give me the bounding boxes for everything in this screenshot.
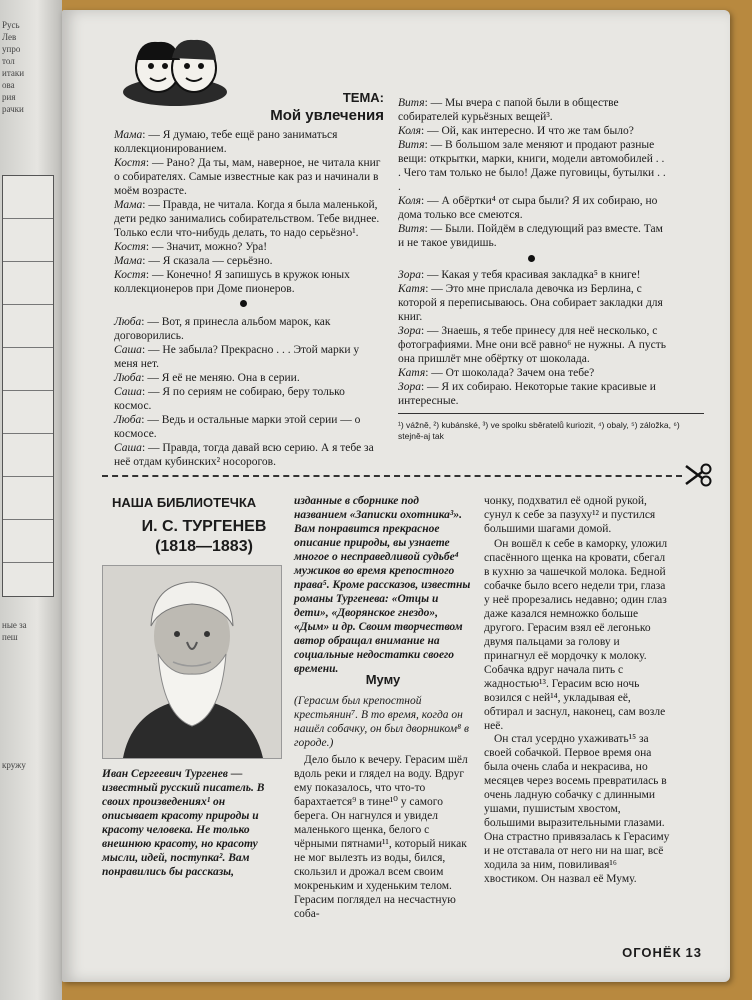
speaker: Зора bbox=[398, 381, 421, 393]
dialogue-line: Саша: — Я по сериям не собираю, беру только космос. bbox=[114, 386, 345, 412]
speaker: Костя bbox=[114, 269, 146, 281]
speaker: Мама bbox=[114, 199, 143, 211]
story-paragraph: Он стал усердно ухаживать¹⁵ за своей собачкой. Первое время она была очень слаба и некрасива, но месяцев через восемь превратилась в очень ладную собачку с длинными ушами, пушистым хвостом, большими выразительными глазами. Она страстно привязалась к Герасиму и не отставала от него ни на шаг, всё ходила за ним, повиливая¹⁶ хвостиком. Он назвал её Муму. bbox=[484, 733, 670, 885]
section-bullet bbox=[528, 255, 535, 262]
speaker: Костя bbox=[114, 241, 146, 253]
page-number: 13 bbox=[685, 945, 702, 960]
author-name: И. С. ТУРГЕНЕВ bbox=[141, 518, 267, 535]
section-heading: НАША БИБЛИОТЕЧКА bbox=[112, 495, 257, 510]
fragment-text: Лев bbox=[2, 32, 17, 42]
story-intro: (Герасим был крепостной крестьянин⁷. В то время, когда он нашёл собачку, он был дворником⁸ в городе.) bbox=[294, 695, 469, 749]
speaker: Костя bbox=[114, 157, 146, 169]
fragment-text: рия bbox=[2, 92, 16, 102]
story-text: Дело было к вечеру. Герасим шёл вдоль реки и глядел на воду. Вдруг ему показалось, что что-то барахтается⁹ в тине¹⁰ у самого берега. Он нагнулся и увидел маленького щенка, белого с чёрными пятнами¹¹, который никак не мог вылезть из воды, бился, скользил и дрожал всем своим мокреньким и худеньким телом. Герасим поглядел на несчастную соба- bbox=[294, 754, 468, 920]
speaker: Катя bbox=[398, 283, 426, 295]
story-title: Муму bbox=[365, 672, 401, 687]
author-intro: Иван Сергеевич Тургенев — известный русский писатель. В своих произведениях¹ он описывает красоту природы и красоту человека. Не только внешнюю красоту, но красоту мысли, идей, поступка². Вам понравились бы рассказы, bbox=[102, 768, 265, 878]
dialogue-zora-katya bbox=[398, 268, 668, 408]
author-years: (1818—1883) bbox=[155, 538, 253, 555]
dialogue-line: Люба: — Вот, я принесла альбом марок, как договорились. bbox=[114, 316, 331, 342]
speaker: Мама bbox=[114, 255, 143, 267]
speaker: Витя bbox=[398, 139, 425, 151]
speaker: Саша bbox=[114, 386, 142, 398]
dialogue-mama-kostya bbox=[114, 128, 384, 296]
speaker: Люба bbox=[114, 316, 142, 328]
dialogue-line: Витя: — Мы вчера с папой были в обществе собирателей курьёзных вещей³. bbox=[398, 97, 619, 123]
speaker: Саша bbox=[114, 442, 142, 454]
footnotes: ¹) vážně, ²) kubánské, ³) ve spolku sběratelů kuriozit, ⁴) obaly, ⁵) záložka, ⁶) stejně-aj tak bbox=[398, 420, 680, 441]
dialogue-line: Коля: — Ой, как интересно. И что же там было? bbox=[398, 125, 634, 137]
fragment-text: Русь bbox=[2, 20, 20, 30]
comic-strip bbox=[2, 175, 54, 597]
fragment-text: тол bbox=[2, 56, 15, 66]
dialogue-line: Катя: — От шоколада? Зачем она тебе? bbox=[398, 367, 595, 379]
dialogue-line: Костя: — Значит, можно? Ура! bbox=[114, 241, 268, 253]
topic-title: Мой увлечения bbox=[270, 107, 384, 124]
dialogue-line: Зора: — Я их собираю. Некоторые такие красивые и интересные. bbox=[398, 381, 656, 407]
story-paragraph: Он вошёл к себе в каморку, уложил спасённого щенка на кровати, сбегал в кухню за чашечкой молока. Бедной собачке было всего недели три, глаза у неё прорезались недавно; один глаз даже казался немножко больше другого. Герасим взял её легонько двумя пальцами за голову и принагнул её мордочку к молоку. Собачка вдруг начала пить с жадностью¹³. Герасим всю ночь возился с ней¹⁴, укладывая её, обтирал и заснул, наконец, сам возле неё. bbox=[484, 538, 668, 732]
dialogue-lyuba-sasha bbox=[114, 315, 384, 469]
dialogue-line: Саша: — Не забыла? Прекрасно . . . Этой марки у меня нет. bbox=[114, 344, 360, 370]
dialogue-line: Зора: — Знаешь, я тебе принесу для неё несколько, с фотографиями. Мне они всё равно⁶ не нужны. А пусть она пришлёт мне обёртку от шоколада. bbox=[398, 325, 667, 365]
fragment-text: ова bbox=[2, 80, 15, 90]
dialogue-line: Коля: — А обёртки⁴ от сыра были? Я их собираю, но дома только все смеются. bbox=[398, 195, 658, 221]
dialogue-line: Зора: — Какая у тебя красивая закладка⁵ в книге! bbox=[398, 269, 641, 281]
speaker: Коля bbox=[398, 125, 422, 137]
speaker: Люба bbox=[114, 414, 142, 426]
dialogue-line: Костя: — Рано? Да ты, мам, наверное, не читала книг о собирателях. Самые известные как раз и начинали в моём возрасте. bbox=[114, 157, 381, 197]
children-faces-illustration bbox=[120, 30, 230, 110]
portrait-image bbox=[102, 565, 282, 759]
dialogue-line: Мама: — Я думаю, тебе ещё рано заниматься коллекционированием. bbox=[114, 129, 338, 155]
speaker: Зора bbox=[398, 325, 421, 337]
topic-label: ТЕМА: bbox=[342, 90, 384, 105]
speaker: Зора bbox=[398, 269, 421, 281]
fragment-text: итаки bbox=[2, 68, 25, 78]
dialogue-line: Мама: — Я сказала — серьёзно. bbox=[114, 255, 273, 267]
cut-line bbox=[102, 475, 682, 477]
section-bullet bbox=[240, 300, 247, 307]
speaker: Катя bbox=[398, 367, 426, 379]
dialogue-line: Витя: — Были. Пойдём в следующий раз вместе. Там и не такое увидишь. bbox=[398, 223, 663, 249]
dialogue-line: Саша: — Правда, тогда давай всю серию. А я тебе за неё отдам кубинских² носорогов. bbox=[114, 442, 374, 468]
fragment-text: упро bbox=[2, 44, 21, 54]
speaker: Витя bbox=[398, 97, 425, 109]
magazine-page bbox=[62, 10, 730, 982]
dialogue-line: Мама: — Правда, не читала. Когда я была маленькой, дети редко занимались собирательством. Тебе виднее. Только если что-нибудь делать, то надо серьёзно¹. bbox=[114, 199, 380, 239]
fragment-text: ные за bbox=[2, 620, 27, 630]
story-text-continued: чонку, подхватил её одной рукой, сунул к себе за пазуху¹² и пустился большими шагами домой. bbox=[484, 495, 656, 535]
scissors-icon bbox=[684, 462, 712, 488]
fragment-text: пеш bbox=[2, 632, 18, 642]
dialogue-line: Люба: — Ведь и остальные марки этой серии — о космосе. bbox=[114, 414, 361, 440]
speaker: Мама bbox=[114, 129, 143, 141]
dialogue-line: Костя: — Конечно! Я запишусь в кружок юных коллекционеров при Доме пионеров. bbox=[114, 269, 350, 295]
dialogue-line: Люба: — Я её не меняю. Она в серии. bbox=[114, 372, 300, 384]
author-intro-continued: изданные в сборнике под названием «Записки охотника³». Вам понравится прекрасное описание природы, вы узнаете многое о несправедливой судьбе⁴ мужиков во время крепостного права⁵. Кроме рассказов, известны романы Тургенева: «Отцы и дети», «Дворянское гнездо», «Дым» и др. Своим творчеством автор обращал внимание на социальные недостатки своего времени. bbox=[294, 495, 471, 675]
footnote-divider bbox=[398, 413, 704, 414]
magazine-name: ОГОНЁК bbox=[622, 945, 682, 960]
speaker: Люба bbox=[114, 372, 142, 384]
speaker: Саша bbox=[114, 344, 142, 356]
fragment-text: кружу bbox=[2, 760, 26, 770]
speaker: Витя bbox=[398, 223, 425, 235]
fragment-text: рачки bbox=[2, 104, 24, 114]
speaker: Коля bbox=[398, 195, 422, 207]
dialogue-line: Витя: — В большом зале меняют и продают разные вещи: открытки, марки, книги, модели автомобилей . . . Чего там только не было! Даже пуговицы, бутылки . . . bbox=[398, 139, 666, 193]
dialogue-vitya-kolya bbox=[398, 96, 668, 250]
previous-page-edge bbox=[0, 0, 62, 1000]
dialogue-line: Катя: — Это мне прислала девочка из Берлина, с которой я переписываюсь. Она собирает закладки для книг. bbox=[398, 283, 663, 323]
page-footer bbox=[582, 944, 702, 962]
